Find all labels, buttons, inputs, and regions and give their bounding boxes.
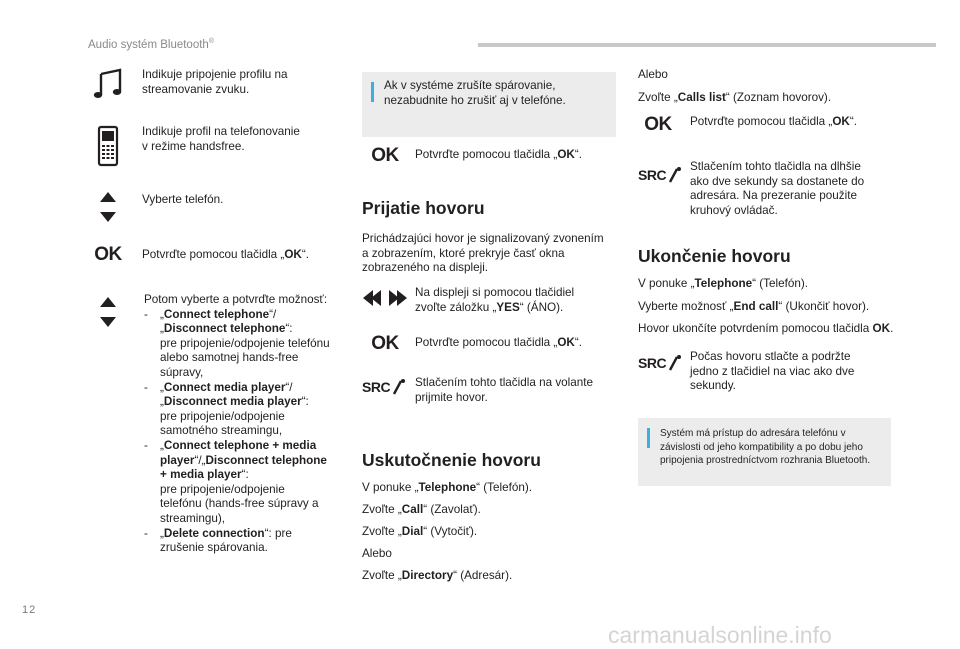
confirm-3-key: OK <box>557 336 575 349</box>
confirm-ok-row-2 <box>365 146 582 166</box>
yes-post: “ (ÁNO). <box>519 300 564 314</box>
option-item-3 <box>144 439 344 527</box>
e3-post: . <box>890 322 894 336</box>
header-title-text: Audio systém Bluetooth <box>88 38 209 51</box>
option-2-key-2: Disconnect media player <box>163 395 302 409</box>
src-end-line-3: sekundy. <box>690 379 736 393</box>
m1-key: Telephone <box>418 481 477 494</box>
note-unpair-line-1: Ak v systéme zrušíte spárovanie, <box>384 79 556 92</box>
confirm-3-post: “. <box>574 336 582 349</box>
confirm-ok-row-4 <box>638 115 857 135</box>
info-note-unpair <box>362 72 616 137</box>
ok-button-icon-2 <box>365 146 405 166</box>
select-yes-row <box>362 286 574 315</box>
option-3-line-3 <box>160 468 327 483</box>
heading-end-call: Ukončenie hovoru <box>638 246 791 266</box>
option-2-line-2 <box>160 395 309 410</box>
confirm-ok-row-1 <box>88 245 309 265</box>
option-3-key-1: Connect telephone + media <box>163 438 317 452</box>
confirm-text-1 <box>142 248 309 263</box>
calls-list-steps <box>638 68 831 105</box>
q4a: „ <box>160 526 164 540</box>
a2-key: Calls list <box>677 90 726 104</box>
option-2-desc-2: samotného streamingu, <box>160 424 283 438</box>
ok-button-icon-3 <box>365 334 405 354</box>
watermark: carmanualsonline.info <box>608 622 832 648</box>
q2d: „ <box>160 395 164 409</box>
src-phone-button-icon <box>362 376 408 396</box>
music-note-icon <box>88 68 128 100</box>
m5-pre: Zvoľte „ <box>362 569 402 583</box>
ok-icon-label-3: OK <box>371 333 399 354</box>
option-1-key-1: Connect telephone <box>163 307 270 321</box>
note-unpair-line-2: nezabudnite ho zrušiť aj v telefóne. <box>384 93 566 107</box>
end-step-2 <box>638 300 938 315</box>
q4c: “: pre <box>264 526 292 540</box>
handsfree-profile-text-2: v režime handsfree. <box>142 139 245 153</box>
options-list <box>144 293 344 556</box>
ok-icon-label-4: OK <box>644 114 672 135</box>
src-phone-button-icon-2 <box>638 160 684 184</box>
select-phone-text: Vyberte telefón. <box>142 193 224 206</box>
src-icon-label-2: SRC <box>638 167 667 183</box>
option-2-key-1: Connect media player <box>163 380 286 394</box>
make-call-steps <box>362 481 532 584</box>
e2-key: End call <box>733 299 779 313</box>
e1-key: Telephone <box>694 277 753 290</box>
confirm-text-3 <box>415 336 582 351</box>
option-1-line-2 <box>160 322 330 337</box>
src-answer-line-1: Stlačením tohto tlačidla na volante <box>415 376 594 389</box>
dash-4: - <box>144 526 148 540</box>
ok-icon-label-2: OK <box>371 145 399 166</box>
page-number: 12 <box>22 604 37 616</box>
handsfree-profile-row <box>88 125 300 167</box>
option-item-1 <box>144 308 344 381</box>
confirm-text-1-pre: Potvrďte pomocou tlačidla „ <box>142 248 285 261</box>
option-3-line-1 <box>160 439 327 454</box>
src-end-row <box>638 350 854 394</box>
option-3-desc-1: pre pripojenie/odpojenie <box>160 482 285 496</box>
option-4-key: Delete connection <box>163 526 265 540</box>
make-step-3 <box>362 525 532 540</box>
option-1-desc-3: súpravy, <box>160 365 204 379</box>
note-dir-line-2: závislosti od jeho kompatibility a po dobu jeho <box>660 441 863 453</box>
select-yes-line-2 <box>415 301 574 316</box>
running-header <box>88 38 214 51</box>
ok-button-icon-4 <box>638 115 678 135</box>
m3-pre: Zvoľte „ <box>362 525 402 539</box>
heading-make-call: Uskutočnenie hovoru <box>362 450 541 470</box>
a2-pre: Zvoľte „ <box>638 90 678 104</box>
confirm-text-1-post: “. <box>301 248 309 261</box>
receive-line-3: zobrazeného na displeji. <box>362 261 489 275</box>
option-1-line-1 <box>160 308 330 323</box>
q1d: „ <box>160 322 164 336</box>
m5-post: “ (Adresár). <box>453 569 513 583</box>
yes-key: YES <box>496 300 520 314</box>
option-4-line-1 <box>160 527 292 542</box>
note-dir-line-3: pripojenia prostredníctvom rozhrania Bluetooth. <box>660 455 871 467</box>
dash-2: - <box>144 380 148 394</box>
end-call-steps <box>638 277 938 337</box>
q1e: “: <box>285 322 293 336</box>
heading-receive-call: Prijatie hovoru <box>362 198 485 218</box>
mobile-phone-icon <box>88 125 128 167</box>
src-end-line-1: Počas hovoru stlačte a podržte <box>690 350 851 363</box>
c1-post: “. <box>849 115 857 128</box>
streaming-profile-text-1: Indikuje pripojenie profilu na <box>142 68 288 81</box>
src-dir-line-1: Stlačením tohto tlačidla na dlhšie <box>690 160 861 173</box>
option-1-key-2: Disconnect telephone <box>163 322 286 336</box>
note-dir-line-1: Systém má prístup do adresára telefónu v <box>660 428 846 439</box>
receive-line-2: a zobrazením, ktoré prekryje časť okna <box>362 246 565 260</box>
c1-pre: Potvrďte pomocou tlačidla „ <box>690 115 833 128</box>
q3a: „ <box>160 438 164 452</box>
info-icon-2 <box>647 428 650 448</box>
calls-list-step <box>638 91 831 106</box>
src-directory-row <box>638 160 864 218</box>
dash-3: - <box>144 438 148 452</box>
m5-key: Directory <box>401 569 454 583</box>
ok-button-icon <box>88 245 128 265</box>
m1-post: “ (Telefón). <box>476 481 532 494</box>
src-phone-button-icon-3 <box>638 350 684 372</box>
handsfree-profile-text-1: Indikuje profil na telefonovanie <box>142 125 300 138</box>
option-3-key-4: + media player <box>160 468 242 482</box>
dash-1: - <box>144 307 148 321</box>
make-step-5 <box>362 569 532 584</box>
q2a: „ <box>160 380 164 394</box>
confirm-text-4 <box>690 115 857 130</box>
select-phone-row <box>88 190 223 226</box>
option-item-2 <box>144 381 344 439</box>
option-3-key-2: player <box>160 453 195 467</box>
src-dir-line-3: adresára. Na prezeranie použite <box>690 189 857 203</box>
options-intro: Potom vyberte a potvrďte možnosť: <box>144 293 328 306</box>
confirm-3-pre: Potvrďte pomocou tlačidla „ <box>415 336 558 349</box>
col3-or: Alebo <box>638 68 668 81</box>
src-end-line-2: jedno z tlačidiel na viac ako dve <box>690 364 855 378</box>
q1a: „ <box>160 307 164 321</box>
end-step-1 <box>638 277 938 292</box>
info-note-directory <box>638 418 891 486</box>
option-1-desc-2: alebo samotnej hands-free <box>160 351 299 365</box>
yes-pre: zvoľte záložku „ <box>415 300 497 314</box>
m2-pre: Zvoľte „ <box>362 503 402 517</box>
e1-post: “ (Telefón). <box>752 277 808 290</box>
e2-post: “ (Ukončiť hovor). <box>778 299 870 313</box>
up-down-arrows-icon-2 <box>88 295 128 331</box>
option-3-key-3: Disconnect telephone <box>205 453 327 467</box>
m2-key: Call <box>401 503 424 517</box>
src-answer-row <box>362 376 593 405</box>
confirm-text-1-key: OK <box>284 248 302 261</box>
ok-icon-label: OK <box>94 244 122 265</box>
m3-post: “ (Vytočiť). <box>423 525 478 539</box>
make-step-or: Alebo <box>362 547 392 561</box>
src-icon-label-3: SRC <box>638 355 667 371</box>
q1c: “/ <box>269 307 277 321</box>
select-yes-line-1: Na displeji si pomocou tlačidiel <box>415 286 575 299</box>
q3c: “/„ <box>194 453 206 467</box>
m2-post: “ (Zavolať). <box>423 503 481 517</box>
confirm-2-post: “. <box>574 148 582 161</box>
end-step-3 <box>638 322 938 337</box>
e3-key: OK <box>872 322 891 336</box>
option-1-desc-1: pre pripojenie/odpojenie telefónu <box>160 336 330 350</box>
confirm-2-pre: Potvrďte pomocou tlačidla „ <box>415 148 558 161</box>
confirm-2-key: OK <box>557 148 575 161</box>
src-dir-line-4: kruhový ovládač. <box>690 203 778 217</box>
left-right-arrows-icon <box>362 286 408 307</box>
option-3-desc-3: streamingu), <box>160 511 225 525</box>
info-icon <box>371 82 374 102</box>
src-dir-line-2: ako dve sekundy sa dostanete do <box>690 174 865 188</box>
q3e: “: <box>241 468 249 482</box>
option-4-desc: zrušenie spárovania. <box>160 541 268 555</box>
option-3-line-2 <box>160 454 327 469</box>
option-2-line-1 <box>160 381 309 396</box>
receive-line-1: Prichádzajúci hovor je signalizovaný zvonením <box>362 232 604 245</box>
src-icon-label: SRC <box>362 379 391 395</box>
confirm-text-2 <box>415 148 582 163</box>
header-rule <box>478 43 936 47</box>
streaming-profile-row <box>88 68 288 100</box>
option-2-desc-1: pre pripojenie/odpojenie <box>160 409 285 423</box>
option-item-4 <box>144 527 344 556</box>
streaming-profile-text-2: streamovanie zvuku. <box>142 82 250 96</box>
e3-pre: Hovor ukončíte potvrdením pomocou tlačidla <box>638 322 873 336</box>
m1-pre: V ponuke „ <box>362 481 419 494</box>
src-answer-line-2: prijmite hovor. <box>415 390 488 404</box>
e1-pre: V ponuke „ <box>638 277 695 290</box>
q2e: “: <box>301 395 309 409</box>
receive-paragraph <box>362 232 618 276</box>
a2-post: “ (Zoznam hovorov). <box>725 90 832 104</box>
make-step-2 <box>362 503 532 518</box>
confirm-ok-row-3 <box>365 334 582 354</box>
c1-key: OK <box>832 115 850 128</box>
header-registered-mark: ® <box>208 38 214 45</box>
e2-pre: Vyberte možnosť „ <box>638 299 734 313</box>
make-step-1 <box>362 481 532 496</box>
up-down-arrows-icon <box>88 190 128 226</box>
q2c: “/ <box>285 380 293 394</box>
option-3-desc-2: telefónu (hands-free súpravy a <box>160 497 319 511</box>
m3-key: Dial <box>401 525 424 539</box>
